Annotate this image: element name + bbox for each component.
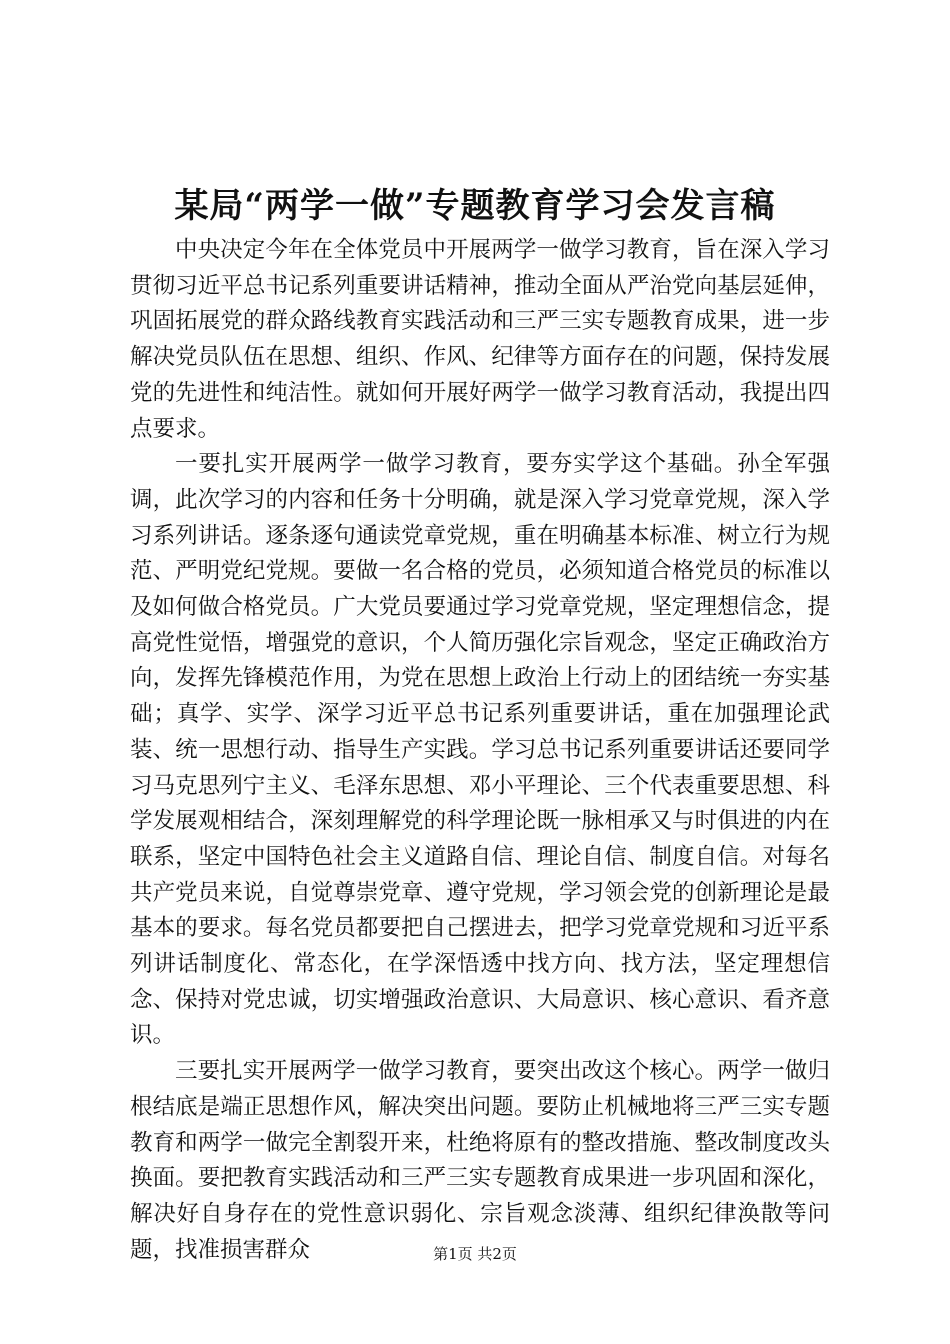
document-title: 某局“两学一做”专题教育学习会发言稿 — [174, 186, 776, 226]
document-body — [130, 233, 830, 1268]
paragraph-first-requirement: 一要扎实开展两学一做学习教育，要夯实学这个基础。孙全军强调，此次学习的内容和任务十分明确，就是深入学习党章党规，深入学习系列讲话。逐条逐句通读党章党规，重在明确基本标准、树立行为规范、严明党纪党规。要做一名合格的党员，必须知道合格党员的标准以及如何做合格党员。广大党员要通过学习党章党规，坚定理想信念，提高党性觉悟，增强党的意识，个人简历强化宗旨观念，坚定正确政治方向，发挥先锋模范作用，为党在思想上政治上行动上的团结统一夯实基础；真学、实学、深学习近平总书记系列重要讲话，重在加强理论武装、统一思想行动、指导生产实践。学习总书记系列重要讲话还要同学习马克思列宁主义、毛泽东思想、邓小平理论、三个代表重要思想、科学发展观相结合，深刻理解党的科学理论既一脉相承又与时俱进的内在联系，坚定中国特色社会主义道路自信、理论自信、制度自信。对每名共产党员来说，自觉尊崇党章、遵守党规，学习领会党的创新理论是最基本的要求。每名党员都要把自己摆进去，把学习党章党规和习近平系列讲话制度化、常态化，在学深悟透中找方向、找方法，坚定理想信念、保持对党忠诚，切实增强政治意识、大局意识、核心意识、看齐意识。 — [130, 451, 830, 1049]
page-number-footer: 第1页 共2页 — [433, 1245, 517, 1263]
paragraph-third-requirement: 三要扎实开展两学一做学习教育，要突出改这个核心。两学一做归根结底是端正思想作风，解决突出问题。要防止机械地将三严三实专题教育和两学一做完全割裂开来，杜绝将原有的整改措施、整改制度改头换面。要把教育实践活动和三严三实专题教育成果进一步巩固和深化，解决好自身存在的党性意识弱化、宗旨观念淡薄、组织纪律涣散等问题，找准损害群众 — [130, 1058, 830, 1263]
paragraph-intro: 中央决定今年在全体党员中开展两学一做学习教育，旨在深入学习贯彻习近平总书记系列重要讲话精神，推动全面从严治党向基层延伸，巩固拓展党的群众路线教育实践活动和三严三实专题教育成果，进一步解决党员队伍在思想、组织、作风、纪律等方面存在的问题，保持发展党的先进性和纯洁性。就如何开展好两学一做学习教育活动，我提出四点要求。 — [130, 237, 830, 442]
